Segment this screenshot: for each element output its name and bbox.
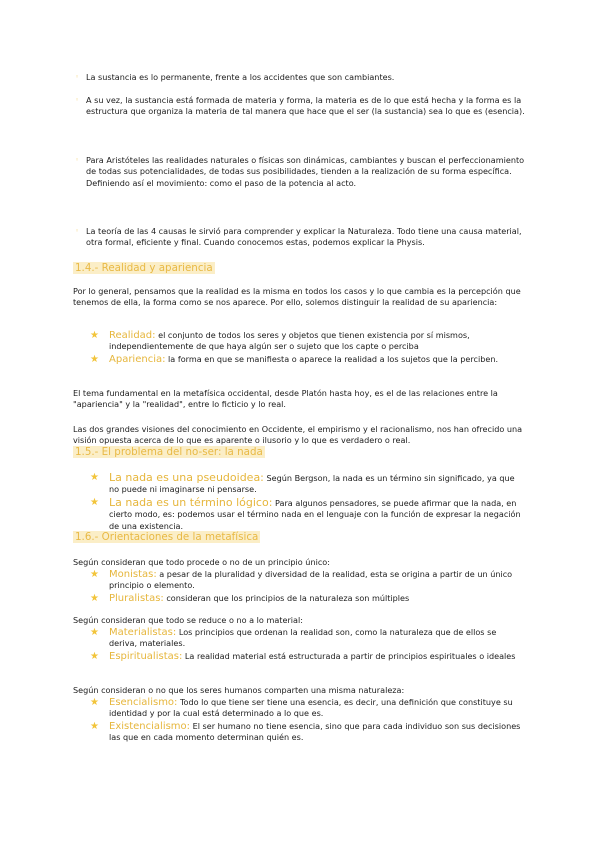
term-label: La nada es un término lógico: <box>109 496 273 509</box>
star-icon: ★ <box>90 651 99 662</box>
term-label: La nada es una pseudoidea: <box>109 471 264 484</box>
term-label: Realidad: <box>109 330 156 341</box>
list-item: ★ Monistas: a pesar de la pluralidad y diversidad de la realidad, esta se origina a partir de un único principio o elemento. <box>90 569 513 591</box>
star-icon: ★ <box>90 497 99 508</box>
star-icon: ★ <box>90 593 99 604</box>
bullet-dot-icon: ◦ <box>75 96 80 104</box>
bullet-dot-icon: ◦ <box>75 156 80 164</box>
star-icon: ★ <box>90 627 99 638</box>
list-item: ★ Espiritualistas: La realidad material está estructurada a partir de principios espirituales o ideales <box>90 651 516 662</box>
star-icon: ★ <box>90 472 99 483</box>
paragraph: Las dos grandes visiones del conocimiento en Occidente, el empirismo y el racionalismo, nos han ofrecido una visión opuesta acerca de lo que es aparente o ilusorio y lo que es verdadero o real. <box>73 424 523 446</box>
list-item: ★ Realidad: el conjunto de todos los seres y objetos que tienen existencia por sí mismos, independientemente de que haya algún ser o sujeto que los capte o perciba <box>90 330 470 352</box>
term-label: Monistas: <box>109 569 157 580</box>
paragraph: Según consideran o no que los seres humanos comparten una misma naturaleza: <box>73 685 405 695</box>
section-heading: 1.5.- El problema del no-ser: la nada <box>75 446 263 458</box>
paragraph: El tema fundamental en la metafísica occidental, desde Platón hasta hoy, es el de las relaciones entre la "apariencia" y la "realidad", entre lo ficticio y lo real. <box>73 388 498 410</box>
list-item: ★ Existencialismo: El ser humano no tiene esencia, sino que para cada individuo son sus decisiones las que en cada momento determinan quién es. <box>90 721 521 743</box>
star-icon: ★ <box>90 354 99 365</box>
bullet-dot-icon: ◦ <box>75 73 80 81</box>
list-item: ◦ La teoría de las 4 causas le sirvió para comprender y explicar la Naturaleza. Todo tiene una causa material, otra formal, eficiente y final. Cuando conocemos estas, podemos explicar la Physis. <box>75 226 522 248</box>
star-icon: ★ <box>90 330 99 341</box>
paragraph: Por lo general, pensamos que la realidad es la misma en todos los casos y lo que cambia es la percepción que tenemos de ella, la forma como se nos aparece. Por ello, solemos distinguir la realidad de su apariencia: <box>73 286 521 308</box>
list-item: ★ Esencialismo: Todo lo que tiene ser tiene una esencia, es decir, una definición que constituye su identidad y por la cual está determinado a lo que es. <box>90 697 513 719</box>
term-label: Esencialismo: <box>109 697 178 708</box>
list-item: ◦ La sustancia es lo permanente, frente a los accidentes que son cambiantes. <box>75 72 395 82</box>
term-label: Espiritualistas: <box>109 651 183 662</box>
list-item: ◦ A su vez, la sustancia está formada de materia y forma, la materia es de lo que está hecha y la forma es la estructura que organiza la materia de tal manera que hace que el ser (la sustancia) sea lo que es (esencia). <box>75 95 525 117</box>
list-item: ★ Materialistas: Los principios que ordenan la realidad son, como la naturaleza que de ellos se deriva, materiales. <box>90 627 497 649</box>
section-heading: 1.6.- Orientaciones de la metafísica <box>75 531 259 543</box>
term-label: Apariencia: <box>109 354 166 365</box>
paragraph: Según consideran que todo se reduce o no a lo material: <box>73 615 303 625</box>
bullet-dot-icon: ◦ <box>75 227 80 235</box>
star-icon: ★ <box>90 697 99 708</box>
section-heading: 1.4.- Realidad y apariencia <box>75 262 213 274</box>
paragraph: Según consideran que todo procede o no de un principio único: <box>73 557 330 567</box>
term-label: Pluralistas: <box>109 593 164 604</box>
list-item: ◦ Para Aristóteles las realidades naturales o físicas son dinámicas, cambiantes y buscan el perfeccionamiento de todas sus potencialidades, de todas sus posibilidades, tienden a la realización de su forma específica. Definiendo así el movimiento: como el paso de la potencia al acto. <box>75 155 525 188</box>
star-icon: ★ <box>90 569 99 580</box>
list-item: ★ La nada es una pseudoidea: Según Bergson, la nada es un término sin significado, ya que no puede ni imaginarse ni pensarse. <box>90 471 515 495</box>
term-label: Materialistas: <box>109 627 177 638</box>
term-label: Existencialismo: <box>109 721 191 732</box>
star-icon: ★ <box>90 721 99 732</box>
list-item: ★ Pluralistas: consideran que los principios de la naturaleza son múltiples <box>90 593 410 604</box>
list-item: ★ Apariencia: la forma en que se manifiesta o aparece la realidad a los sujetos que la perciben. <box>90 354 499 365</box>
list-item: ★ La nada es un término lógico: Para algunos pensadores, se puede afirmar que la nada, en cierto modo, es: podemos usar el término nada en el lenguaje con la función de expresar la negación de una existencia. <box>90 496 521 531</box>
